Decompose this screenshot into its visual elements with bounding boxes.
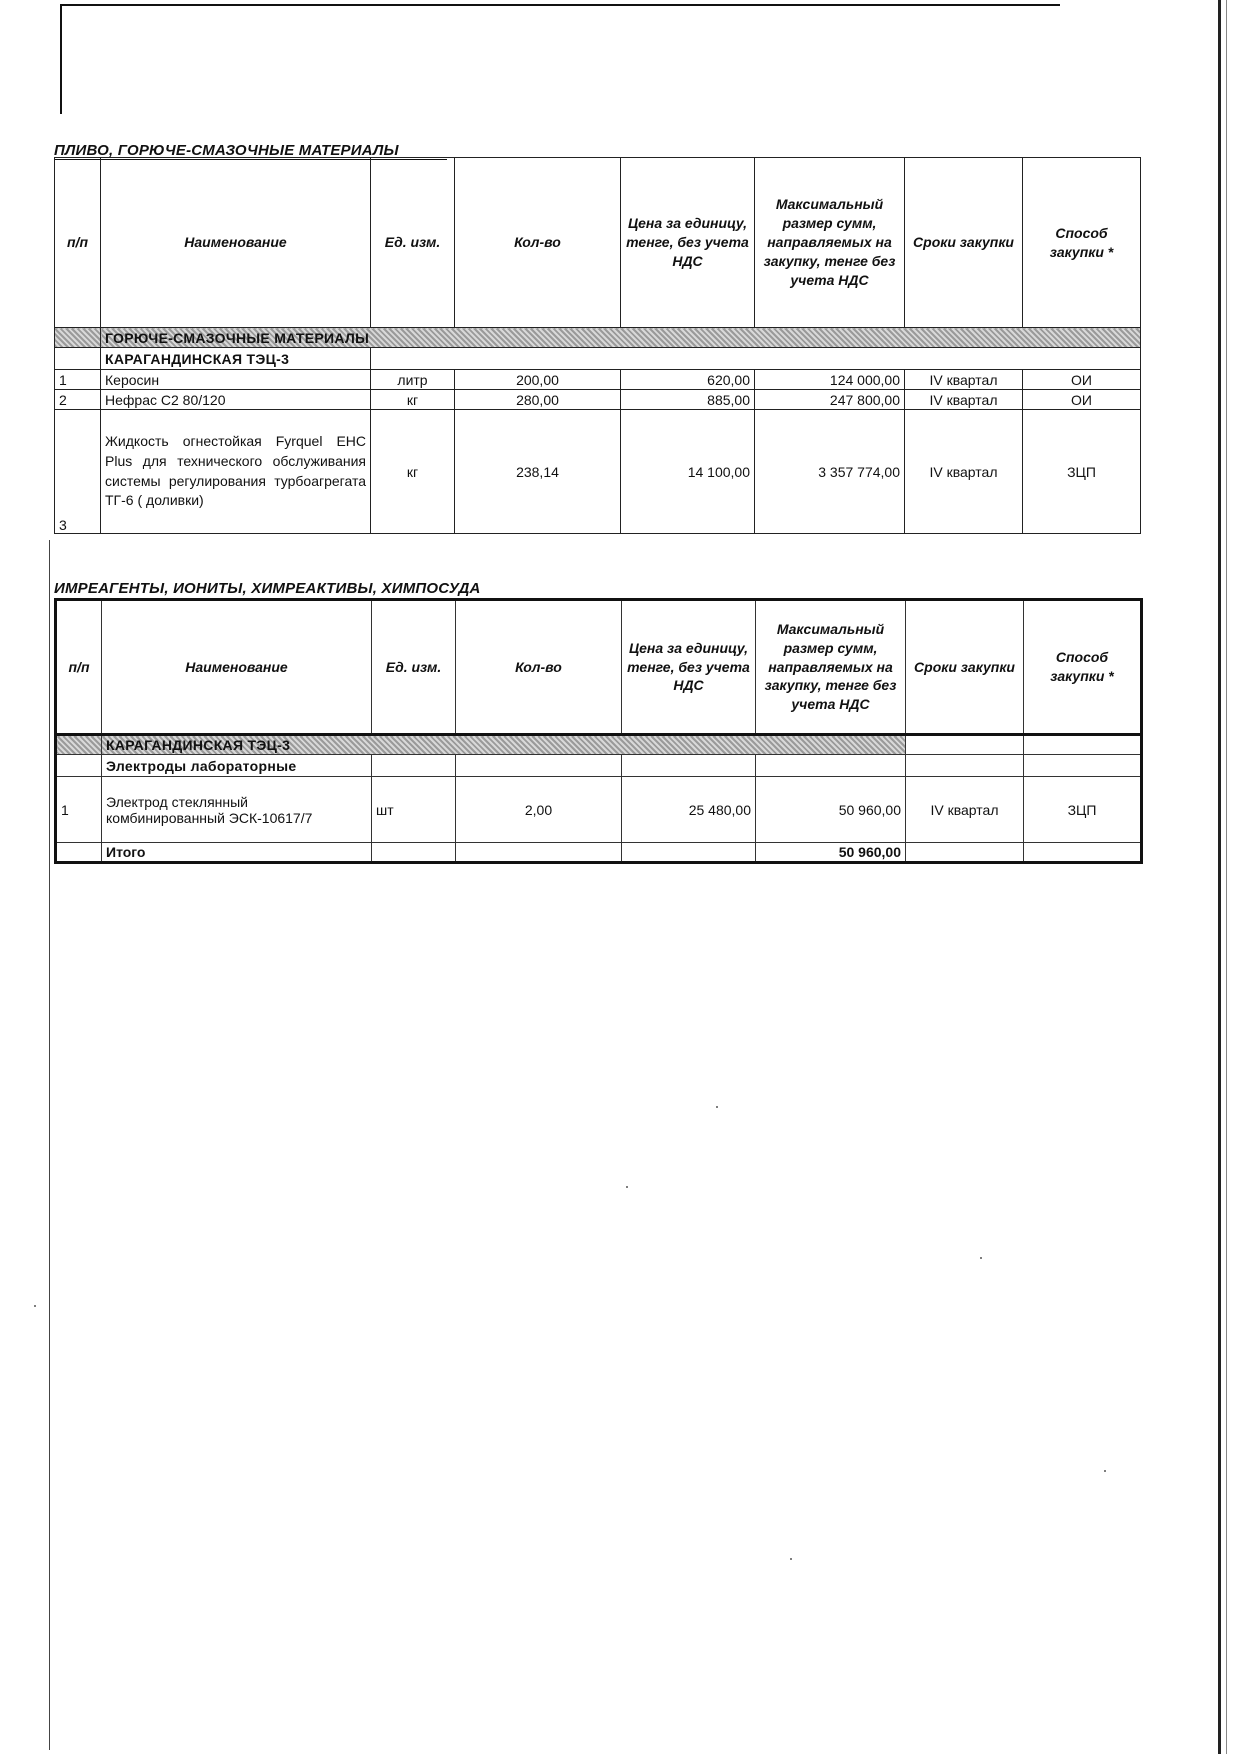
- row-num: 3: [55, 410, 101, 534]
- row-name: Жидкость огнестойкая Fyrquel EHC Plus для технического обслуживания системы регулирования турбоагрегата ТГ-6 ( доливки): [101, 410, 371, 534]
- subgroup-row: [56, 755, 1142, 777]
- table-row: [56, 777, 1142, 843]
- section-title-fuel: ПЛИВО, ГОРЮЧЕ-СМАЗОЧНЫЕ МАТЕРИАЛЫ: [54, 142, 447, 160]
- header-max: Максимальный размер сумм, направляемых на закупку, тенге без учета НДС: [756, 600, 906, 735]
- row-method: ОИ: [1023, 370, 1141, 390]
- row-max: 247 800,00: [755, 390, 905, 410]
- scan-margin-right-shadow: [1226, 0, 1227, 1754]
- scan-speck: [626, 1186, 628, 1188]
- row-num: 2: [55, 390, 101, 410]
- scan-frame-top: [60, 4, 1060, 6]
- row-term: IV квартал: [905, 370, 1023, 390]
- row-term: IV квартал: [905, 410, 1023, 534]
- table-row: [55, 410, 1141, 534]
- header-price: Цена за единицу, тенге, без учета НДС: [622, 600, 756, 735]
- header-qty: Кол-во: [456, 600, 622, 735]
- row-method: ОИ: [1023, 390, 1141, 410]
- row-method: ЗЦП: [1023, 410, 1141, 534]
- table-row: [55, 370, 1141, 390]
- category-row: [55, 328, 1141, 348]
- row-max: 3 357 774,00: [755, 410, 905, 534]
- row-price: 620,00: [621, 370, 755, 390]
- row-price: 885,00: [621, 390, 755, 410]
- row-max: 50 960,00: [756, 777, 906, 843]
- row-num: 1: [55, 370, 101, 390]
- row-unit: литр: [371, 370, 455, 390]
- subgroup-label: КАРАГАНДИНСКАЯ ТЭЦ-3: [101, 348, 371, 370]
- header-num: п/п: [55, 158, 101, 328]
- table-row: [55, 390, 1141, 410]
- header-name: Наименование: [102, 600, 372, 735]
- scan-frame-left: [60, 4, 62, 114]
- total-row: [56, 843, 1142, 863]
- total-label: Итого: [102, 843, 372, 863]
- header-method: Способ закупки *: [1023, 158, 1141, 328]
- category-label: КАРАГАНДИНСКАЯ ТЭЦ-3: [102, 735, 906, 755]
- header-price: Цена за единицу, тенге, без учета НДС: [621, 158, 755, 328]
- row-max: 124 000,00: [755, 370, 905, 390]
- scan-margin-left: [49, 540, 50, 1750]
- row-price: 25 480,00: [622, 777, 756, 843]
- row-name: Керосин: [101, 370, 371, 390]
- row-qty: 238,14: [455, 410, 621, 534]
- header-max: Максимальный размер сумм, направляемых на закупку, тенге без учета НДС: [755, 158, 905, 328]
- row-qty: 280,00: [455, 390, 621, 410]
- category-label: ГОРЮЧЕ-СМАЗОЧНЫЕ МАТЕРИАЛЫ: [101, 328, 1141, 348]
- row-unit: кг: [371, 410, 455, 534]
- row-unit: шт: [372, 777, 456, 843]
- row-method: ЗЦП: [1024, 777, 1142, 843]
- category-row: [56, 735, 1142, 755]
- header-unit: Ед. изм.: [371, 158, 455, 328]
- scan-speck: [34, 1305, 36, 1307]
- row-num: 1: [56, 777, 102, 843]
- row-unit: кг: [371, 390, 455, 410]
- subgroup-label: Электроды лабораторные: [102, 755, 372, 777]
- chemicals-table: [54, 598, 1143, 864]
- row-price: 14 100,00: [621, 410, 755, 534]
- header-qty: Кол-во: [455, 158, 621, 328]
- fuel-table: [54, 157, 1141, 534]
- row-name: Электрод стеклянный комбинированный ЭСК-10617/7: [102, 777, 372, 843]
- scan-speck: [790, 1558, 792, 1560]
- row-qty: 200,00: [455, 370, 621, 390]
- scan-speck: [716, 1106, 718, 1108]
- subgroup-row: [55, 348, 1141, 370]
- row-qty: 2,00: [456, 777, 622, 843]
- header-term: Сроки закупки: [906, 600, 1024, 735]
- total-value: 50 960,00: [756, 843, 906, 863]
- scan-speck: [1104, 1470, 1106, 1472]
- header-term: Сроки закупки: [905, 158, 1023, 328]
- header-unit: Ед. изм.: [372, 600, 456, 735]
- table-header-row: [56, 600, 1142, 735]
- scan-speck: [980, 1257, 982, 1259]
- row-term: IV квартал: [905, 390, 1023, 410]
- header-method: Способ закупки *: [1024, 600, 1142, 735]
- scan-margin-right: [1218, 0, 1221, 1754]
- header-name: Наименование: [101, 158, 371, 328]
- row-name: Нефрас С2 80/120: [101, 390, 371, 410]
- table-header-row: [55, 158, 1141, 328]
- row-term: IV квартал: [906, 777, 1024, 843]
- header-num: п/п: [56, 600, 102, 735]
- section-title-chemicals: ИМРЕАГЕНТЫ, ИОНИТЫ, ХИМРЕАКТИВЫ, ХИМПОСУДА: [54, 580, 481, 597]
